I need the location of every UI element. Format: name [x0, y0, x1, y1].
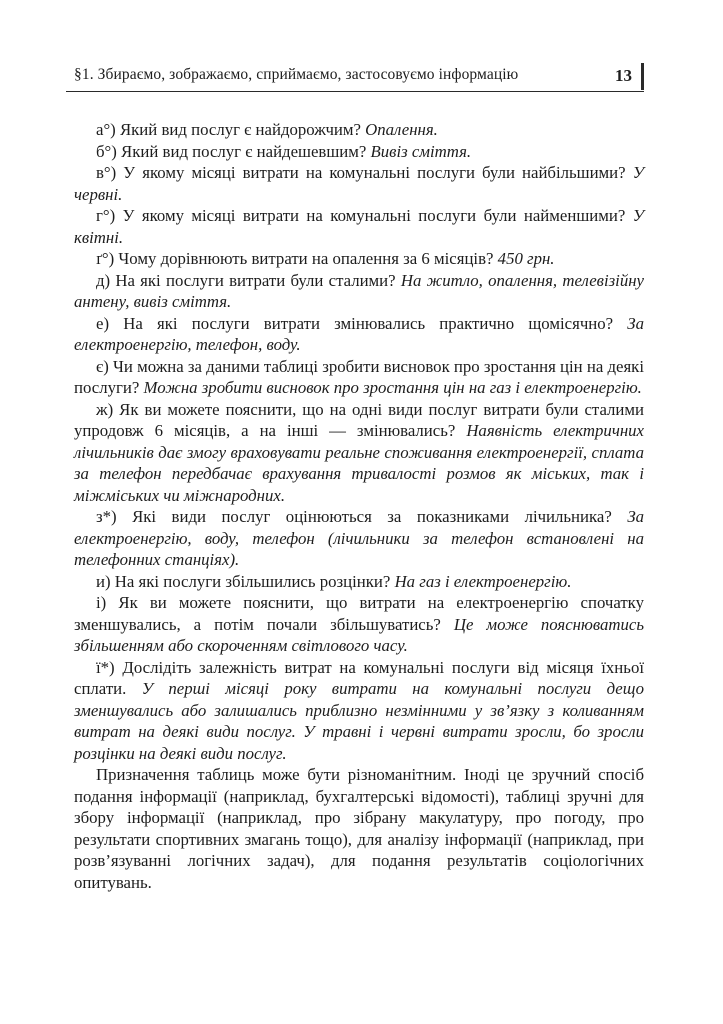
section-title: §1. Збираємо, зображаємо, сприймаємо, застосовуємо інформацію [74, 66, 519, 83]
page-body [74, 119, 644, 893]
paragraph-i [74, 592, 644, 657]
question-text: и) На які послуги збільшились розцінки? [96, 571, 391, 591]
paragraph-d [74, 270, 644, 313]
question-text: д) На які послуги витрати були сталими? [96, 270, 396, 290]
body-text: Призначення таблиць може бути різноманітним. Іноді це зручний спосіб подання інформації (наприклад, бухгалтерські відомості), таблиці зручні для збору інформації (наприклад, про зібрану макулатуру, про погоду, про результати спортивних змагань тощо), для аналізу інформації (наприклад, при розв’язуванні логічних задач), для подання результатів соціологічних опитувань. [74, 765, 644, 892]
paragraph-e [74, 313, 644, 356]
question-text: ж) Як ви можете пояснити, що на одні види послуг витрати були сталими упродовж 6 місяців, а на інші — змінювались? [74, 399, 644, 440]
answer-text: Опалення. [365, 120, 438, 139]
paragraph-ye [74, 356, 644, 399]
question-text: б°) Який вид послуг є найдешевшим? [96, 141, 367, 161]
question-text: г°) У якому місяці витрати на комунальні послуги були найменшими? [96, 206, 626, 225]
answer-text: У перші місяці року витрати на комунальні послуги дещо зменшувались або залишались приблизно незмінними у зв’язку з коливанням витрат на деякі види послуг. У травні і червні витрати зросли, бо зросли розцінки на деякі види послуг. [74, 679, 644, 763]
answer-text: Можна зробити висновок про зростання цін на газ і електроенергію. [143, 378, 642, 397]
paragraph-z [74, 506, 644, 571]
paragraph-h [74, 205, 644, 248]
paragraph-b [74, 141, 644, 163]
paragraph-summary [74, 764, 644, 893]
running-header [66, 63, 644, 92]
paragraph-g [74, 248, 644, 270]
question-text: ї*) Дослідіть залежність витрат на комунальні послуги від місяця їхньої сплати. [74, 657, 644, 698]
answer-text: У червні. [74, 163, 644, 204]
answer-text: На газ і електроенергію. [394, 571, 572, 591]
question-text: е) На які послуги витрати змінювались практично щомісячно? [96, 313, 614, 333]
page-number: 13 [615, 66, 632, 85]
paragraph-y [74, 571, 644, 593]
answer-text: Наявність електричних лічильників дає змогу враховувати реальне споживання електроенергії, сплата за телефон передбачає врахування тривалості розмов як міських, так і міжміських чи міжнародних. [74, 421, 644, 505]
paragraph-yi [74, 657, 644, 765]
answer-text: 450 грн. [497, 249, 555, 268]
answer-text: У квітні. [74, 206, 644, 247]
paragraph-v [74, 162, 644, 205]
answer-text: За електроенергію, телефон, воду. [74, 313, 644, 354]
question-text: з*) Які види послуг оцінюються за показниками лічильника? [96, 507, 612, 526]
question-text: ґ°) Чому дорівнюють витрати на опалення за 6 місяців? [96, 249, 494, 268]
answer-text: Це може пояснюватись збільшенням або скороченням світлового часу. [74, 614, 644, 655]
paragraph-zh [74, 399, 644, 507]
question-text: а°) Який вид послуг є найдорожчим? [96, 120, 361, 139]
answer-text: Вивіз сміття. [370, 141, 472, 161]
paragraph-a [74, 119, 644, 141]
answer-text: За електроенергію, воду, телефон (лічильники за телефон встановлені на телефонних станціях). [74, 507, 645, 569]
question-text: в°) У якому місяці витрати на комунальні послуги були найбільшими? [96, 163, 626, 182]
page-number-box [610, 63, 644, 90]
question-text: є) Чи можна за даними таблиці зробити висновок про зростання цін на деякі послуги? [74, 356, 644, 397]
answer-text: На житло, опалення, телевізійну антену, вивіз сміття. [74, 270, 644, 311]
question-text: і) Як ви можете пояснити, що витрати на електроенергію спочатку зменшувались, а потім почали збільшуватись? [74, 593, 644, 634]
